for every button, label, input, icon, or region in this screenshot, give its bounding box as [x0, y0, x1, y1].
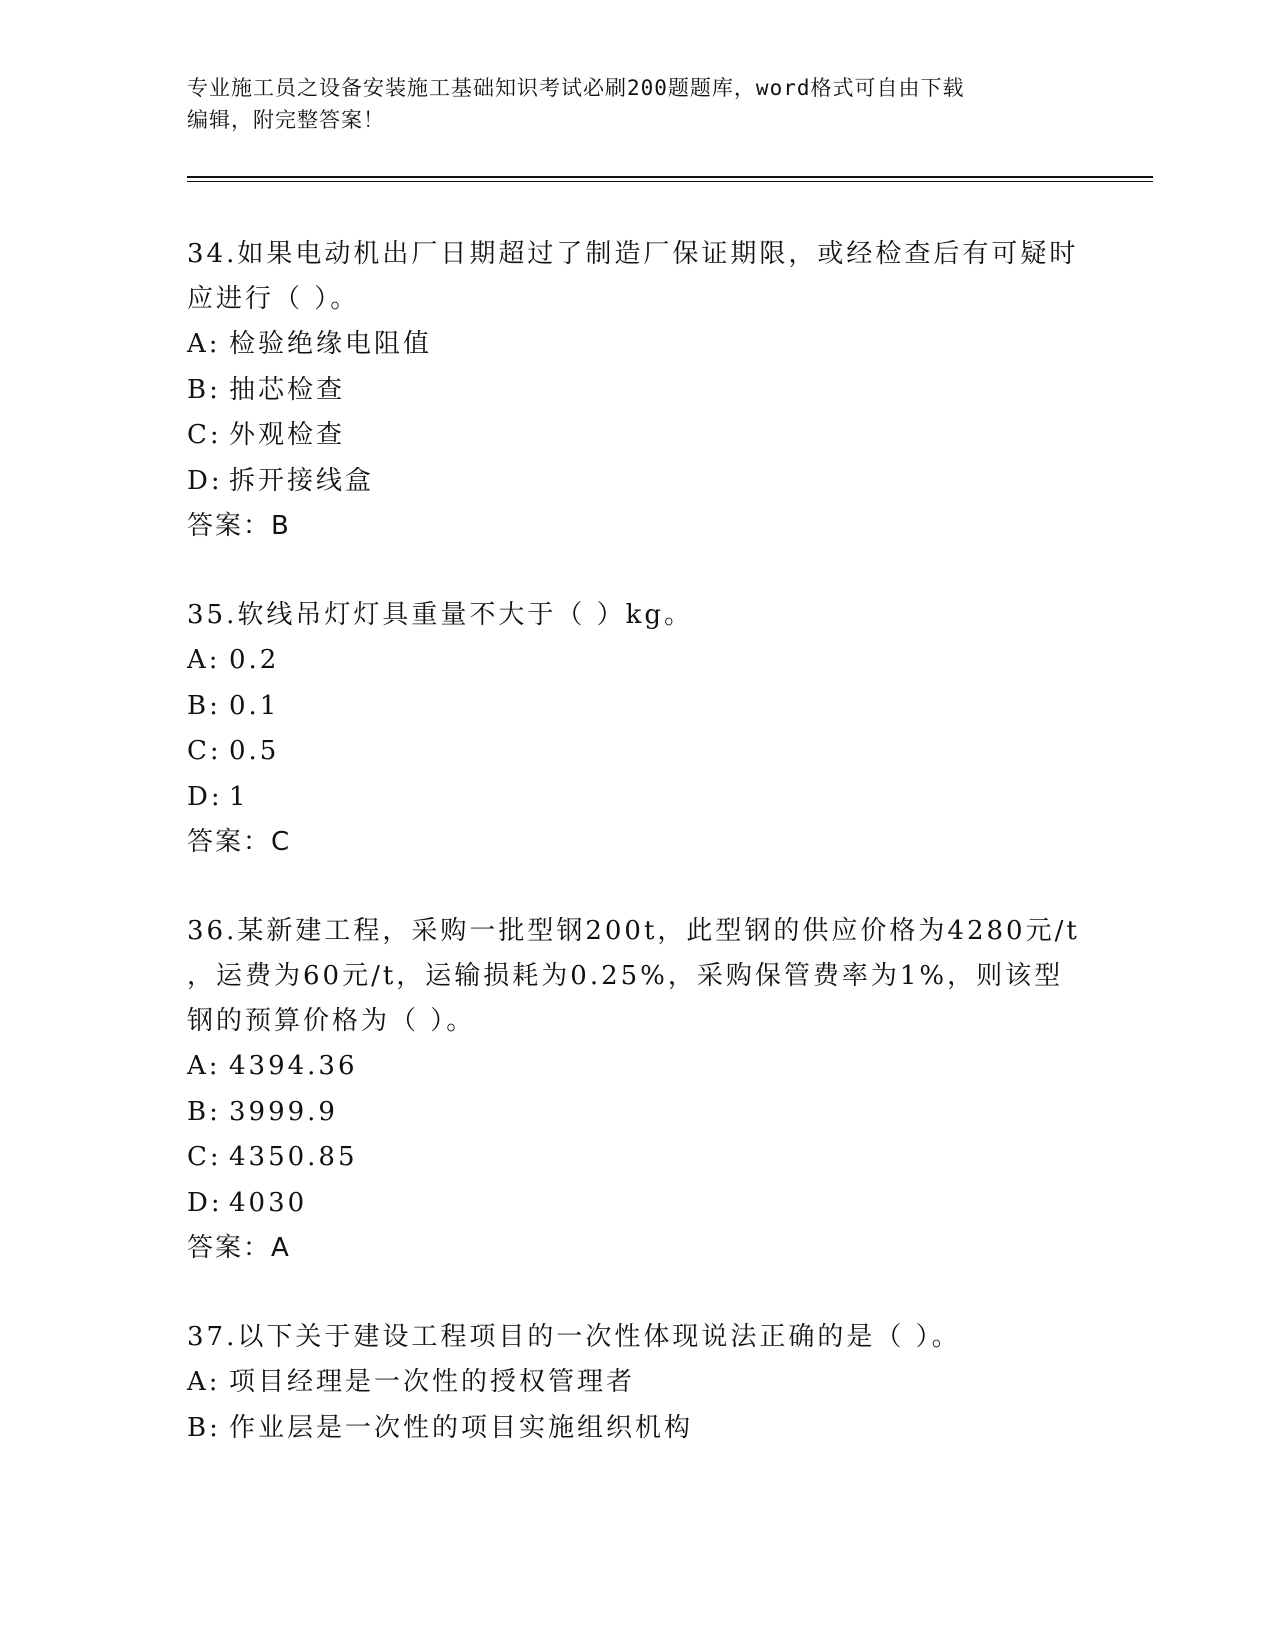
option-text: 0.5	[229, 736, 280, 766]
option-b	[187, 1090, 1087, 1136]
option-text: 4030	[229, 1187, 308, 1218]
question-stem: 37.以下关于建设工程项目的一次性体现说法正确的是（ ）。	[187, 1322, 961, 1352]
question-35	[187, 593, 1087, 865]
option-b	[187, 368, 1087, 414]
question-stem-cont: ，运费为60元/t，运输损耗为0.25%，采购保管费率为1%，则该型	[187, 961, 1064, 991]
option-text: 项目经理是一次性的授权管理者	[229, 1367, 636, 1397]
option-letter: A:	[187, 329, 221, 359]
answer-label: 答案：C	[187, 827, 292, 857]
header-divider	[187, 176, 1153, 178]
option-letter: B:	[187, 690, 221, 721]
option-text: 外观检查	[229, 420, 346, 450]
option-a	[187, 1360, 1087, 1406]
option-b	[187, 684, 1087, 730]
option-text: 拆开接线盒	[229, 465, 375, 496]
option-text: 抽芯检查	[229, 374, 346, 405]
question-stem: 34.如果电动机出厂日期超过了制造厂保证期限，或经检查后有可疑时	[187, 239, 1079, 269]
option-a	[187, 638, 1087, 684]
option-text: 4350.85	[229, 1142, 358, 1172]
option-text: 3999.9	[229, 1096, 338, 1127]
question-stem: 36.某新建工程，采购一批型钢200t，此型钢的供应价格为4280元/t	[187, 916, 1080, 946]
answer-label: 答案：B	[187, 511, 291, 541]
option-d	[187, 1181, 1087, 1227]
option-letter: D:	[187, 781, 223, 812]
question-stem-cont: 钢的预算价格为（ ）。	[187, 1006, 476, 1036]
option-letter: D:	[187, 465, 223, 496]
option-letter: B:	[187, 1096, 221, 1127]
option-b	[187, 1406, 1087, 1452]
question-stem: 35.软线吊灯灯具重量不大于（ ）kg。	[187, 600, 694, 630]
header-line-2: 编辑，附完整答案！	[187, 108, 385, 132]
question-36	[187, 909, 1087, 1271]
option-letter: C:	[187, 736, 222, 766]
option-letter: C:	[187, 1142, 222, 1172]
option-text: 作业层是一次性的项目实施组织机构	[229, 1412, 694, 1443]
option-text: 0.1	[229, 690, 280, 721]
option-a	[187, 1044, 1087, 1090]
option-c	[187, 1135, 1087, 1181]
option-text: 0.2	[229, 645, 280, 675]
question-list	[187, 232, 1087, 1495]
question-37	[187, 1315, 1087, 1451]
option-letter: A:	[187, 1367, 221, 1397]
option-d	[187, 775, 1087, 821]
option-text: 检验绝缘电阻值	[229, 329, 433, 359]
option-letter: A:	[187, 645, 221, 675]
answer-label: 答案：A	[187, 1233, 291, 1263]
option-text: 4394.36	[229, 1051, 358, 1081]
option-letter: C:	[187, 420, 222, 450]
option-letter: B:	[187, 1412, 221, 1443]
question-stem-cont: 应进行（ ）。	[187, 284, 360, 314]
header-line-1: 专业施工员之设备安装施工基础知识考试必刷200题题库，word格式可自由下载	[187, 76, 965, 100]
option-text: 1	[229, 781, 249, 812]
question-34	[187, 232, 1087, 549]
option-a	[187, 322, 1087, 368]
option-letter: D:	[187, 1187, 223, 1218]
header-divider-thin	[187, 181, 1153, 182]
option-c	[187, 413, 1087, 459]
document-header	[187, 72, 1087, 136]
option-letter: B:	[187, 374, 221, 405]
option-letter: A:	[187, 1051, 221, 1081]
option-d	[187, 459, 1087, 505]
option-c	[187, 729, 1087, 775]
